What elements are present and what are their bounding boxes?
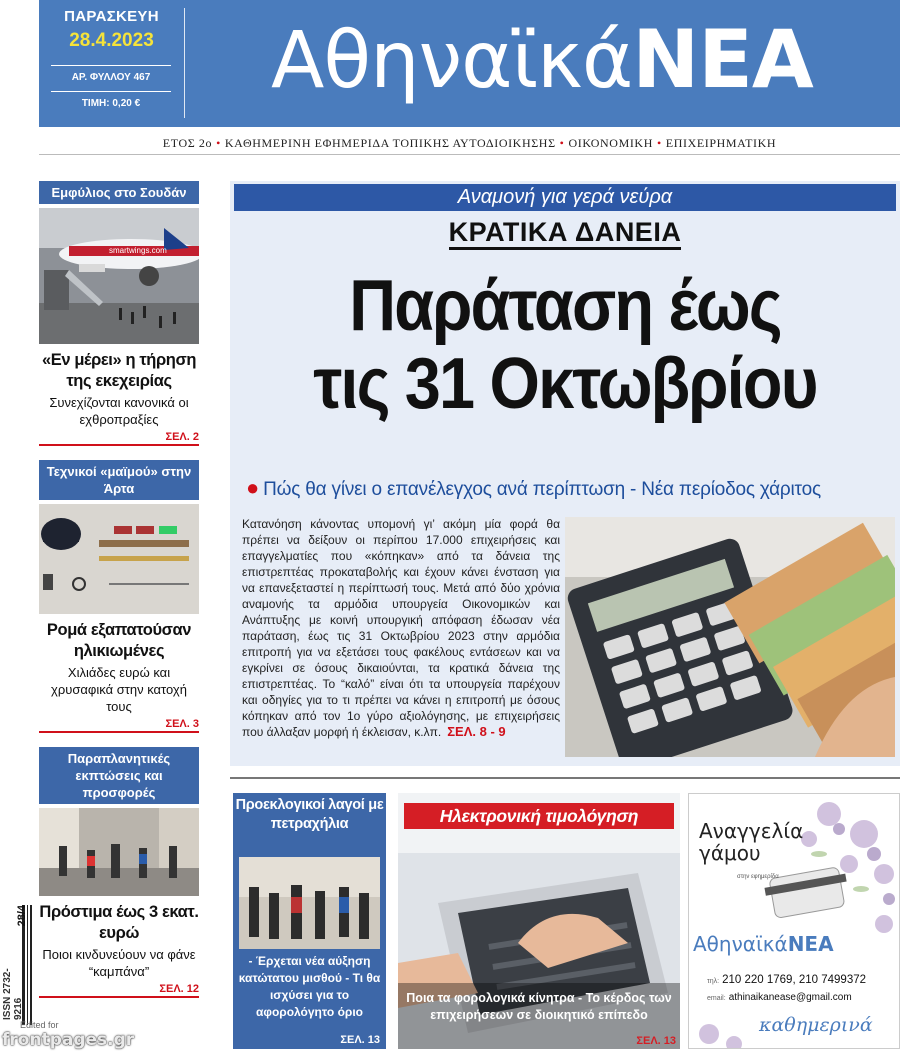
tagline <box>39 131 900 155</box>
story-discounts-title: Παραπλανητικές εκπτώσεις και προσφορές <box>39 747 199 804</box>
story-arta-sub: Χιλιάδες ευρώ και χρυσαφικά στην κατοχή τους <box>51 665 187 714</box>
red-bullet-icon: ● <box>246 475 260 500</box>
shopping-street-illustration <box>39 808 199 896</box>
wedding-ad-title <box>699 820 803 864</box>
story-e-invoicing[interactable] <box>398 793 680 1049</box>
story-arta-title: Τεχνικοί «μαϊμού» στην Άρτα <box>39 460 199 500</box>
plane-livery-text: smartwings.com <box>109 246 167 255</box>
main-story[interactable] <box>230 181 900 766</box>
story-arta-headline: Ρομά εξαπατούσαν ηλικιωμένες <box>46 621 192 660</box>
issue-number: ΑΡ. ΦΥΛΛΟΥ 467 <box>51 65 171 83</box>
story-election-page: ΣΕΛ. 13 <box>340 1034 380 1046</box>
story-election-title: Προεκλογικοί λαγοί με πετραχήλια <box>235 797 384 832</box>
shopping-street-photo <box>39 808 199 896</box>
bullet-icon: • <box>559 136 565 150</box>
phone-number: 210 220 1769, 210 7499372 <box>722 974 866 986</box>
phone-label: τηλ: <box>707 978 720 985</box>
main-label <box>230 217 900 248</box>
bullet-icon: • <box>216 136 221 150</box>
tagline-type: ΚΑΘΗΜΕΡΙΝΗ ΕΦΗΜΕΡΙΔΑ ΤΟΠΙΚΗΣ ΑΥΤΟΔΙΟΙΚΗΣΗΣ <box>224 136 556 150</box>
wedding-ad-email[interactable] <box>707 992 852 1003</box>
story-discounts-page: ΣΕΛ. 12 <box>39 983 199 998</box>
main-headline <box>264 267 867 423</box>
main-kicker: Αναμονή για γερά νεύρα <box>234 184 896 211</box>
wedding-ad-small: στην εφημερίδα <box>737 874 779 880</box>
story-discounts-sub: Ποιοι κινδυνεύουν να φάνε “καμπάνα” <box>42 947 196 979</box>
main-page-ref: ΣΕΛ. 8 - 9 <box>447 724 506 739</box>
masthead-divider <box>184 8 185 118</box>
story-arta-page: ΣΕΛ. 3 <box>39 718 199 733</box>
issue-price: ΤΙΜΗ: 0,20 € <box>51 91 171 109</box>
wedding-ad-logo-light: Αθηναϊκά <box>693 932 788 956</box>
email-address: athinaikanease@gmail.com <box>728 992 852 1003</box>
story-arta[interactable] <box>39 460 199 733</box>
story-sudan[interactable] <box>39 181 199 446</box>
wedding-ad-title-line2: γάμου <box>699 841 761 865</box>
wedding-ad-title-line1: Αναγγελία <box>699 819 804 843</box>
crowd-photo <box>239 857 380 949</box>
logo-bold-text: ΝΕΑ <box>632 13 813 106</box>
barcode-text: ISSN 2732-9216 <box>2 968 24 1020</box>
seized-items-illustration <box>39 504 199 614</box>
masthead-info <box>39 0 184 127</box>
issue-date: 28.4.2023 <box>69 30 154 51</box>
masthead <box>39 0 900 127</box>
left-column <box>39 181 199 998</box>
seized-items-photo <box>39 504 199 614</box>
airplane-photo <box>39 208 199 344</box>
main-body <box>242 516 560 740</box>
main-deck <box>246 475 900 501</box>
story-discounts[interactable] <box>39 747 199 998</box>
main-headline-line2: τις 31 Οκτωβρίου <box>313 344 817 424</box>
newspaper-logo[interactable] <box>271 13 813 113</box>
story-sudan-page: ΣΕΛ. 2 <box>39 431 199 446</box>
story-sudan-sub: Συνεχίζονται κανονικά οι εχθροπραξίες <box>49 395 189 427</box>
story-sudan-title: Εμφύλιος στο Σουδάν <box>39 181 199 204</box>
money-calculator-photo <box>565 517 895 757</box>
issue-day: ΠΑΡΑΣΚΕΥΗ <box>64 8 159 25</box>
email-label: email: <box>707 995 726 1002</box>
airplane-illustration <box>39 208 199 344</box>
side-date: 28/4 <box>16 905 28 927</box>
wedding-ad-phone[interactable] <box>707 974 866 986</box>
wedding-ad-logo-bold: ΝΕΑ <box>787 932 834 956</box>
crowd-illustration <box>239 857 380 949</box>
wedding-ad-daily: καθημερινά <box>759 1014 873 1036</box>
main-headline-line1: Παράταση έως <box>349 266 781 346</box>
watermark: frontpages.gr <box>2 1030 135 1050</box>
story-e-invoicing-text: Ποια τα φορολογικά κίνητρα - Το κέρδος των επιχειρήσεων σε διοικητικό επίπεδο <box>406 991 672 1022</box>
edited-for: Edited for <box>20 1020 59 1030</box>
story-discounts-headline: Πρόστιμα έως 3 εκατ. ευρώ <box>39 903 199 942</box>
story-election-promises[interactable] <box>233 793 386 1049</box>
story-election-text: - Έρχεται νέα αύξηση κατώτατου μισθού - Τι θα ισχύσει για το αφορολόγητο όριο <box>238 954 381 1019</box>
wedding-announcement-ad[interactable] <box>688 793 900 1049</box>
tagline-year: ΕΤΟΣ 2ο <box>162 136 213 150</box>
tagline-economic: ΟΙΚΟΝΟΜΙΚΗ <box>568 136 653 150</box>
tagline-business: ΕΠΙΧΕΙΡΗΜΑΤΙΚΗ <box>665 136 777 150</box>
main-label-text: ΚΡΑΤΙΚΑ ΔΑΝΕΙΑ <box>449 217 682 250</box>
wedding-ad-logo <box>693 932 834 956</box>
story-sudan-headline: «Εν μέρει» η τήρηση της εκεχειρίας <box>41 351 197 390</box>
logo-light-text: Αθηναϊκά <box>271 16 633 106</box>
story-e-invoicing-page: ΣΕΛ. 13 <box>636 1035 676 1047</box>
main-deck-text: Πώς θα γίνει ο επανέλεγχος ανά περίπτωση - Νέα περίοδος χάριτος <box>263 479 821 500</box>
main-body-text: Κατανόηση κάνοντας υπομονή γι’ ακόμη μία φορά θα πρέπει να δείξουν οι περίπου 17.000 επιχειρήσεις και επαγγελματίες που «κόπηκαν» από τα δάνεια της επιστρεπτέας προκαταβολής και έχουν κάνει ένσταση για να επανεξεταστεί η περίπτωσή τους. Μετά από δύο χρόνια αναμονής τα αρμόδια υπουργεία Οικονομικών και Ανάπτυξης με κοινή υπουργική απόφαση έδωσαν νέα παράταση, έως τις 31 Οκτωβρίου 2023 στην αρμόδια επιτροπή για να εξετάσει τους φακέλους εντάσεων και να εγκρίνει σε όσους δικαιούνται, τα κρατικά δάνεια της επιστρεπτέας. Το “καλό” είναι ότι τα υπουργεία παρέχουν και οδηγίες για το τι πρέπει να κάνει η επιτροπή με όσους κόπηκαν από τον 1ο γύρο αξιολόγησης, με επιχειρήσεις που άλλαξαν μορφή ή έκλεισαν, κ.λπ. <box>242 517 560 739</box>
story-e-invoicing-title: Ηλεκτρονική τιμολόγηση <box>404 803 674 829</box>
bullet-icon: • <box>656 136 662 150</box>
money-calculator-illustration <box>565 517 895 757</box>
section-separator <box>230 777 900 779</box>
